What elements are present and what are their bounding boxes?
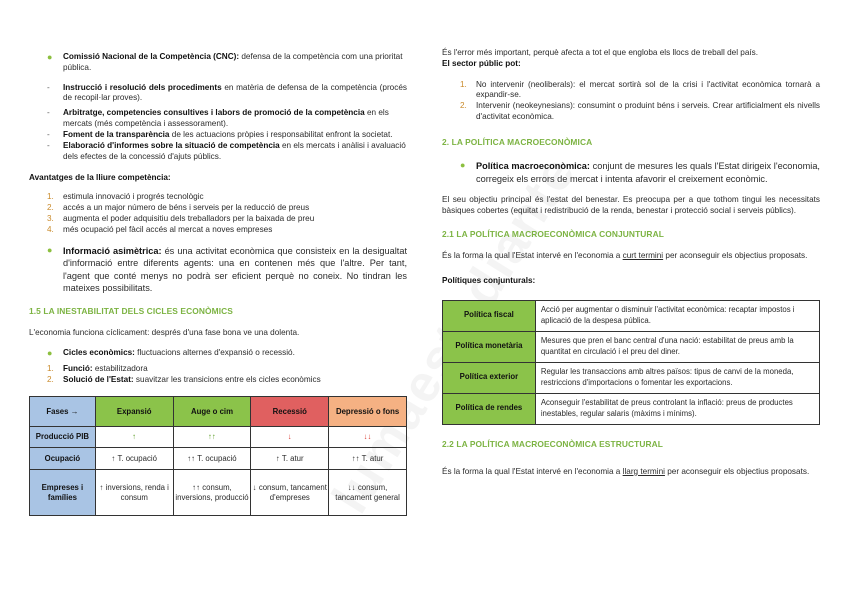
item-title: Funció: [63, 364, 93, 374]
function-item [29, 130, 407, 141]
table-row [30, 427, 407, 448]
function-title: Foment de la transparència [63, 129, 170, 139]
list-item [29, 203, 407, 214]
section-heading-2: 2. LA POLÍTICA MACROECONÒMICA [442, 136, 593, 147]
table-cell: ↑↑ T. ocupació [173, 448, 251, 470]
list-item [29, 214, 407, 225]
item-number: 2. [460, 101, 467, 111]
bullet-dot-icon: ● [47, 244, 53, 255]
item-text: No intervenir (neoliberals): el mercat sortirà sol de la crisi i l'activitat econòmica tornarà a expandir-se. [476, 79, 820, 100]
function-title: Elaboració d'informes sobre la situació de competència [63, 140, 280, 150]
item-text: estimula innovació i progrés tecnològic [63, 192, 204, 202]
policy-name: Política monetària [443, 331, 536, 362]
table-cell: ↑ [95, 427, 173, 448]
table-row [30, 448, 407, 470]
cycle-intro: L'economia funciona cíclicament: després d'una fase bona ve una dolenta. [29, 327, 300, 337]
bullet-dot-icon: ● [460, 160, 466, 171]
asymmetric-title: Informació asimètrica: [63, 245, 162, 256]
item-text: accés a un major número de béns i serveis per la reducció de preus [63, 203, 310, 213]
item-number: 2. [47, 375, 54, 385]
right-column [442, 48, 820, 477]
section-heading-2-1: 2.1 LA POLÍTICA MACROECONÒMICA CONJUNTURAL [442, 228, 664, 239]
function-text: de les actuacions pròpies i responsabilitat enfront la societat. [169, 129, 393, 139]
table-cell: ↓↓ consum, tancament general [329, 470, 407, 516]
function-title: Arbitratge, competencies consultives i labors de promoció de la competència [63, 108, 365, 118]
list-item [29, 375, 407, 386]
function-item [29, 108, 407, 130]
list-item [29, 192, 407, 203]
dash-icon: - [47, 82, 50, 92]
table-row [443, 300, 820, 331]
table-cell: ↑ T. atur [251, 448, 329, 470]
conjunctural-definition [442, 251, 820, 262]
macro-bullet [442, 160, 820, 185]
table-header: Expansió [95, 397, 173, 427]
dash-icon: - [47, 129, 50, 139]
item-number: 4. [47, 224, 54, 234]
asymmetric-text: és una activitat econòmica que consisteix en la desigualtat d'informació entre diferents agents: una en contenen més que l'altre. Per tant, l'agent que conté menys no podrà ser eficient perquè no coneix. No tindran les mateixes possibilitats. [63, 245, 407, 294]
left-column [29, 48, 407, 516]
policy-name: Política exterior [443, 362, 536, 393]
table-cell: ↑↑ T. atur [329, 448, 407, 470]
policy-name: Política de rendes [443, 393, 536, 424]
table-row [443, 393, 820, 424]
table-cell: ↑ T. ocupació [95, 448, 173, 470]
policy-description: Aconseguir l'estabilitat de preus controlant la inflació: preus de productes inestables, regular salaris (màxims i mínims). [535, 393, 819, 424]
section-heading-1-5: 1.5 LA INESTABILITAT DELS CICLES ECONÒMICS [29, 305, 233, 316]
item-text: estabilitzadora [92, 364, 148, 374]
intro-text: És l'error més important, perquè afecta a tot el que engloba els llocs de treball del país. [442, 48, 759, 57]
item-number: 3. [47, 213, 54, 223]
item-text: Intervenir (neokeynesians): consumint o produint béns i serveis. Crear artificialment els nivells d'activitat econòmica. [476, 101, 820, 122]
cycles-title: Cicles econòmics: [63, 347, 135, 357]
public-sector-title: El sector públic pot: [442, 58, 521, 68]
structural-definition [442, 467, 820, 478]
item-text: suavitzar les transicions entre els cicles econòmics [133, 375, 321, 385]
table-cell: ↑ inversions, renda i consum [95, 470, 173, 516]
table-header: Depressió o fons [329, 397, 407, 427]
row-label: Producció PIB [30, 427, 96, 448]
definition-text: És la forma la qual l'Estat intervé en l'economia a [442, 250, 623, 260]
list-item [442, 80, 820, 102]
policy-description: Mesures que pren el banc central d'una nació: estabilitat de preus amb la quantitat en circulació i el preu del diner. [535, 331, 819, 362]
function-text: en matèria de defensa de la competència (procés de recopil·lar proves). [63, 82, 407, 103]
table-cell: ↓↓ [329, 427, 407, 448]
definition-text: per aconseguir els objectius proposats. [664, 466, 810, 476]
table-cell: ↓ consum, tancament d'empreses [251, 470, 329, 516]
table-cell: ↑↑ [173, 427, 251, 448]
cnc-title: Comissió Nacional de la Competència (CNC): [63, 52, 240, 61]
bullet-dot-icon: ● [47, 347, 53, 358]
macro-title: Política macroeconòmica: [476, 161, 590, 172]
item-number: 1. [47, 192, 54, 202]
cnc-functions [29, 83, 407, 163]
table-header: Fases → [30, 397, 96, 427]
policies-table [442, 300, 820, 425]
item-title: Solució de l'Estat: [63, 375, 134, 385]
objective-text: El seu objectiu principal és l'estat del benestar. Es preocupa per a que tothom tingui les necessitats bàsiques cobertes (equitat i redistribució de la renda, benestar i protecció social i serveis públics). [442, 195, 820, 215]
item-text: més ocupació pel fàcil accés al mercat a noves empreses [63, 224, 273, 234]
item-text: augmenta el poder adquisitiu dels treballadors per la baixada de preu [63, 213, 315, 223]
function-text: en els mercats (més competència i assessorament). [63, 108, 389, 129]
table-header: Recessió [251, 397, 329, 427]
item-number: 2. [47, 203, 54, 213]
function-title: Instrucció i resolució dels procediments [63, 82, 222, 92]
cycles-text: fluctuacions alternes d'expansió o recessió. [134, 347, 295, 357]
table-cell: ↓ [251, 427, 329, 448]
item-number: 1. [47, 364, 54, 374]
policy-description: Regular les transaccions amb altres països: tipus de canvi de la moneda, restriccions d'importacions o fomentar les exportacions. [535, 362, 819, 393]
advantages-title: Avantatges de la lliure competència: [29, 173, 171, 183]
policy-name: Política fiscal [443, 300, 536, 331]
table-header-row [30, 397, 407, 427]
list-item [29, 225, 407, 236]
public-sector-options [442, 80, 820, 123]
definition-term: llarg termini [622, 466, 665, 476]
list-item [442, 101, 820, 123]
table-row [30, 470, 407, 516]
table-row [443, 331, 820, 362]
macro-text: conjunt de mesures les quals l'Estat dirigeix l'economia, corregeix els errors de mercat i intenta afavorir el creixement econòmic. [476, 161, 820, 184]
bullet-dot-icon: ● [47, 52, 53, 62]
table-row [443, 362, 820, 393]
conjunctural-title: Polítiques conjunturals: [442, 275, 536, 285]
cycle-phases-table [29, 396, 407, 516]
function-item [29, 83, 407, 105]
asymmetric-bullet [29, 245, 407, 295]
row-label: Ocupació [30, 448, 96, 470]
definition-text: És la forma la qual l'Estat intervé en l'economia a [442, 466, 623, 476]
policy-description: Acció per augmentar o disminuir l'activitat econòmica: recaptar impostos i aplicació de la despesa pública. [535, 300, 819, 331]
cycle-points [29, 364, 407, 386]
function-item [29, 141, 407, 163]
cycles-bullet [29, 348, 407, 359]
table-header: Auge o cim [173, 397, 251, 427]
function-text: en els mercats i anàlisi i avaluació dels efectes de la concessió d'ajuts públics. [63, 140, 406, 161]
dash-icon: - [47, 140, 50, 150]
section-heading-2-2: 2.2 LA POLÍTICA MACROECONÒMICA ESTRUCTURAL [442, 438, 664, 449]
cnc-bullet [29, 52, 407, 74]
definition-text: per aconseguir els objectius proposats. [663, 250, 808, 260]
item-number: 1. [460, 79, 467, 89]
list-item [29, 364, 407, 375]
cnc-text: defensa de la competència com una prioritat pública. [63, 52, 403, 72]
advantages-list [29, 192, 407, 235]
dash-icon: - [47, 108, 50, 118]
definition-term: curt termini [622, 250, 664, 260]
row-label: Empreses i famílies [30, 470, 96, 516]
table-cell: ↑↑ consum, inversions, producció [173, 470, 251, 516]
